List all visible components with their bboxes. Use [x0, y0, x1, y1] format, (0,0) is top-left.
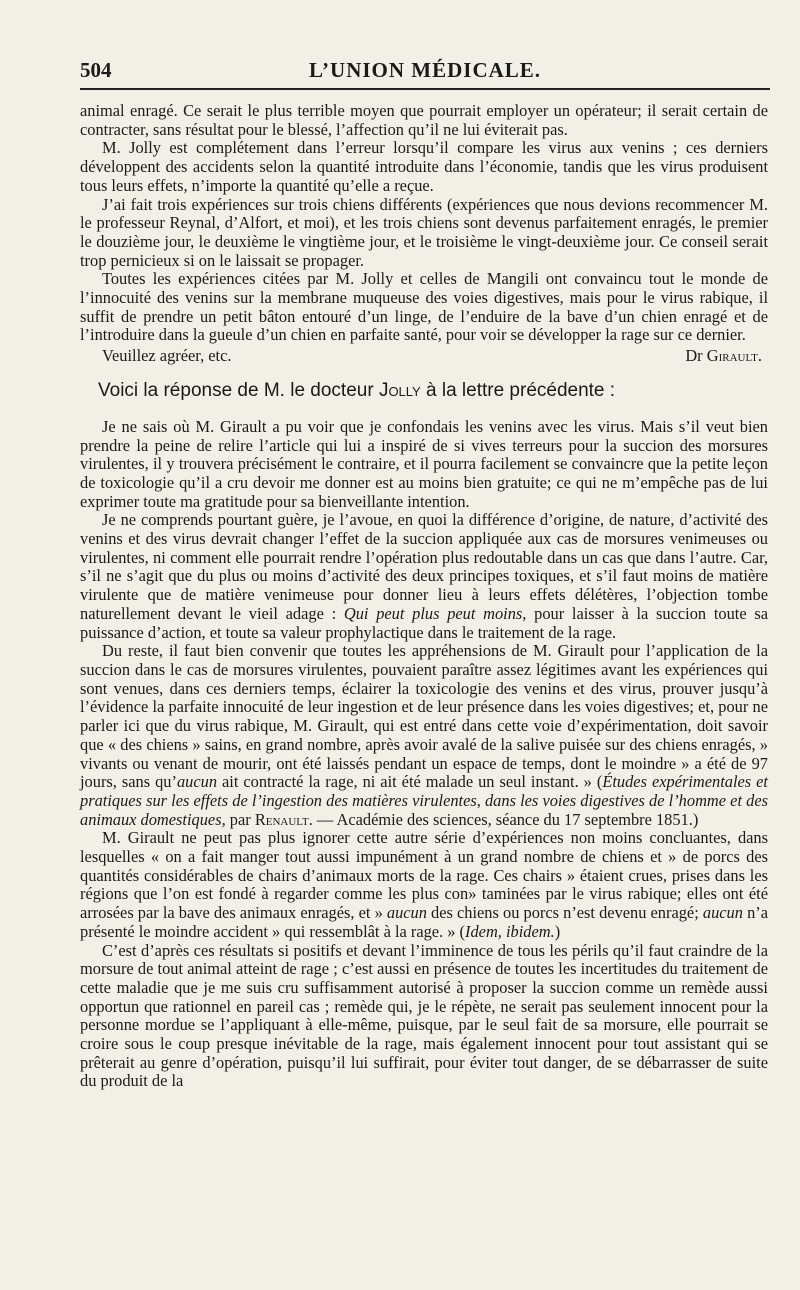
letter-closing: Veuillez agréer, etc.: [102, 346, 232, 366]
italic-word: aucun: [702, 903, 743, 923]
italic-citation-title: Études expérimentales et pratiques sur les effets de l’ingestion des matières virulentes, dans les voies digestives de l’homme et des animaux domestiques,: [80, 772, 768, 829]
italic-adage: Qui peut plus peut moins,: [343, 603, 527, 623]
page-number: 504: [80, 58, 112, 82]
letter-closing-row: [80, 347, 768, 366]
jolly-paragraph-3: [80, 642, 768, 829]
citation-author: Renault.: [254, 809, 313, 829]
running-title: L’UNION MÉDICALE.: [308, 58, 542, 82]
text-run: M. Girault ne peut pas plus ignorer cette autre série d’expériences non moins concluantes, dans lesquelles « on a fait manger tout aussi impunément à un grand nombre de chiens et » de porcs des quantités considérables de chairs d’animaux morts de la rage. Ces chairs » étaient crues, prises dans les régions que l’on est fondé à regarder comme les plus con» taminées par le virus rabique; elles ont été arrosées par la bave des animaux enragés, et »: [80, 828, 768, 923]
text-run: Du reste, il faut bien convenir que toutes les appréhensions de M. Girault pour l’application de la succion dans le cas de morsures virulentes, pouvaient paraître assez légitimes avant les expériences qui sont venues, dans ces derniers temps, éclairer la toxicologie des venins et des virus, prouver jusqu’à l’évidence la parfaite innocuité de leur ingestion et de leur présence dans les voies digestives; et, pour ne parler ici que du virus rabique, M. Girault, qui est entré dans cette voie d’expérimentation, doit savoir que « des chiens » sains, en grand nombre, après avoir avalé de la salive puisée sur des chiens enragés, » vivants ou venant de mourir, ont été laissés pendant un espace de temps, dont le moindre » a été de 97 jours, sans qu’: [80, 641, 768, 792]
letter-signature: [685, 347, 768, 366]
text-run: par: [225, 809, 255, 829]
page-header: [80, 48, 770, 90]
section-heading: [98, 380, 768, 402]
signature-name: Girault.: [706, 346, 762, 366]
jolly-paragraph-4: [80, 829, 768, 941]
text-run: Je ne comprends pourtant guère, je l’avoue, en quoi la différence d’origine, de nature, d’activité des venins et des virus devrait changer l’effet de la succion appliquée aux cas de morsures venimeuses ou virulentes, ni comment elle pourrait rendre l’opération plus redoutable dans un cas que dans l’autre. Car, s’il ne s’agit que du plus ou moins d’activité des deux principes toxiques, et s’il faut moins de matière virulente que de matière venimeuse pour donner lieu à leurs effets délétères, l’objection tombe naturellement devant le vieil adage :: [80, 510, 768, 623]
jolly-paragraph-5: C’est d’après ces résultats si positifs et devant l’imminence de tous les périls qu’il faut craindre de la morsure de tout animal atteint de rage ; c’est aussi en présence de toutes les incertitudes du traitement de cette maladie que je me suis cru suffisamment autorisé à proposer la succion comme un remède aussi opportun que rationnel en pareil cas ; remède qui, je le répète, ne serait pas seulement innocent pour la personne mordue se l’appliquant à elle-même, puisque, par le seul fait de sa morsure, elle pourrait se croire sous le coup presque inévitable de la rage, mais également innocent pour tout assistant qui se prêterait au genre d’opération, puisqu’il lui suffirait, pour éviter tout danger, de se débarrasser de suite du produit de la: [80, 940, 768, 1091]
italic-word: aucun: [176, 772, 218, 792]
girault-paragraph-1: animal enragé. Ce serait le plus terrible moyen que pourrait employer un opérateur; il serait certain de contracter, sans résultat pour le blessé, l’affection qu’il ne lui éviterait pas.: [80, 101, 768, 139]
signature-prefix: Dr: [685, 346, 703, 366]
girault-paragraph-2: M. Jolly est complétement dans l’erreur lorsqu’il compare les virus aux venins ; ces derniers développent des accidents selon la quantité introduite dans l’économie, tandis que les virus produisent tous leurs effets, n’importe la quantité qu’elle a reçue.: [80, 138, 768, 195]
jolly-paragraph-1: Je ne sais où M. Girault a pu voir que je confondais les venins avec les virus. Mais s’il veut bien prendre la peine de relire l’article qui lui a inspiré de si vives terreurs pour la succion des morsures virulentes, il y trouvera précisément le contraire, et il pourra facilement se convaincre que la petite leçon de toxicologie qu’il a cru devoir me donner est au moins bien gratuite; ce qui ne m’empêche pas de lui exprimer toute ma gratitude pour sa bienveillante intention.: [80, 416, 768, 511]
heading-after: à la lettre précédente :: [420, 379, 616, 401]
text-run: ): [554, 921, 561, 941]
text-run: des chiens ou porcs n’est devenu enragé;: [426, 903, 703, 923]
text-run: pour laisser à la succion toute sa puissance d’action, et toute sa valeur prophylactique dans le traitement de la rage.: [80, 603, 769, 642]
girault-paragraph-4: Toutes les expériences citées par M. Jolly et celles de Mangili ont convaincu tout le monde de l’innocuité des venins sur la membrane muqueuse des voies digestives, mais pour le virus rabique, il suffit de prendre un petit bâton entouré d’un linge, de l’enduire de la bave d’un chien enragé et de l’introduire dans la gueule d’un chien en parfaite santé, pour voir se développer la rage sur ce dernier.: [80, 269, 768, 345]
heading-name: Jolly: [378, 379, 421, 401]
girault-paragraph-3: J’ai fait trois expériences sur trois chiens différents (expériences que nous devions recommencer M. le professeur Reynal, d’Alfort, et moi), et les trois chiens sont devenus parfaitement enragés, le premier le douzième jour, le deuxième le vingtième jour, et le troisième le vingt-deuxième jour. Ce conseil serait trop pernicieux si on le laissait se propager.: [80, 194, 768, 270]
heading-before: Voici la réponse de M. le docteur: [98, 379, 379, 401]
text-run: ait contracté la rage, ni ait été malade un seul instant. » (: [217, 772, 603, 792]
text-run: n’a présenté le moindre accident » qui ressemblât à la rage. » (: [80, 903, 768, 941]
text-run: — Académie des sciences, séance du 17 septembre 1851.): [312, 809, 699, 829]
jolly-paragraph-2: [80, 511, 768, 642]
italic-citation: Idem, ibidem.: [465, 921, 555, 941]
page-body: [80, 102, 768, 1091]
italic-word: aucun: [386, 903, 427, 923]
